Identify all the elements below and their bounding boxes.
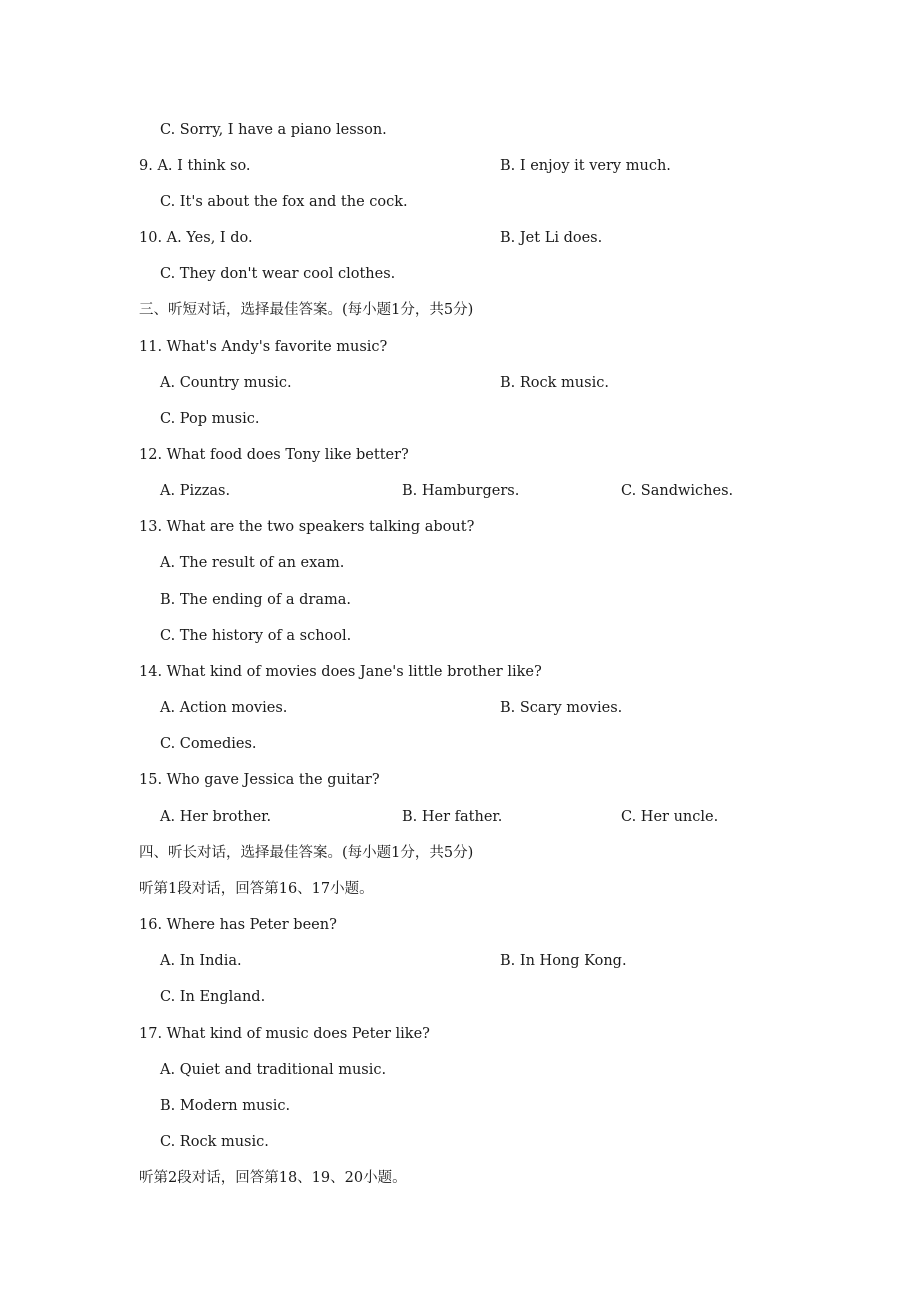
q17-option-b: B. Modern music. [160,1098,291,1114]
q12-question: 12. What food does Tony like better? [139,447,409,463]
q17-question: 17. What kind of music does Peter like? [139,1026,430,1042]
q11-option-a: A. Country music. [160,375,292,391]
q16-option-b: B. In Hong Kong. [500,953,627,969]
section-4-heading: 四、听长对话，选择最佳答案。(每小题1分，共5分) [139,845,474,861]
q9-option-c: C. It's about the fox and the cock. [160,194,408,210]
q9-option-a: 9. A. I think so. [139,158,251,174]
q12-option-b: B. Hamburgers. [402,483,520,499]
q14-option-b: B. Scary movies. [500,700,623,716]
q13-question: 13. What are the two speakers talking about? [139,519,475,535]
q12-option-c: C. Sandwiches. [621,483,734,499]
q14-option-a: A. Action movies. [160,700,288,716]
q16-question: 16. Where has Peter been? [139,917,337,933]
dialogue-1-instruction: 听第1段对话，回答第16、17小题。 [139,881,374,897]
q12-option-a: A. Pizzas. [160,483,231,499]
q11-option-c: C. Pop music. [160,411,260,427]
q11-option-b: B. Rock music. [500,375,609,391]
q15-option-a: A. Her brother. [160,809,272,825]
q11-question: 11. What's Andy's favorite music? [139,339,388,355]
q16-option-c: C. In England. [160,989,266,1005]
q13-option-b: B. The ending of a drama. [160,592,351,608]
section-3-heading: 三、听短对话，选择最佳答案。(每小题1分，共5分) [139,302,474,318]
q14-option-c: C. Comedies. [160,736,257,752]
q10-option-a: 10. A. Yes, I do. [139,230,253,246]
q16-option-a: A. In India. [160,953,242,969]
q9-option-b: B. I enjoy it very much. [500,158,671,174]
q13-option-a: A. The result of an exam. [160,555,345,571]
q17-option-a: A. Quiet and traditional music. [160,1062,387,1078]
q13-option-c: C. The history of a school. [160,628,352,644]
q8-option-c: C. Sorry, I have a piano lesson. [160,122,387,138]
q10-option-b: B. Jet Li does. [500,230,603,246]
q10-option-c: C. They don't wear cool clothes. [160,266,396,282]
q14-question: 14. What kind of movies does Jane's little brother like? [139,664,542,680]
q15-option-b: B. Her father. [402,809,503,825]
q15-question: 15. Who gave Jessica the guitar? [139,772,380,788]
q15-option-c: C. Her uncle. [621,809,719,825]
dialogue-2-instruction: 听第2段对话，回答第18、19、20小题。 [139,1170,407,1186]
q17-option-c: C. Rock music. [160,1134,269,1150]
